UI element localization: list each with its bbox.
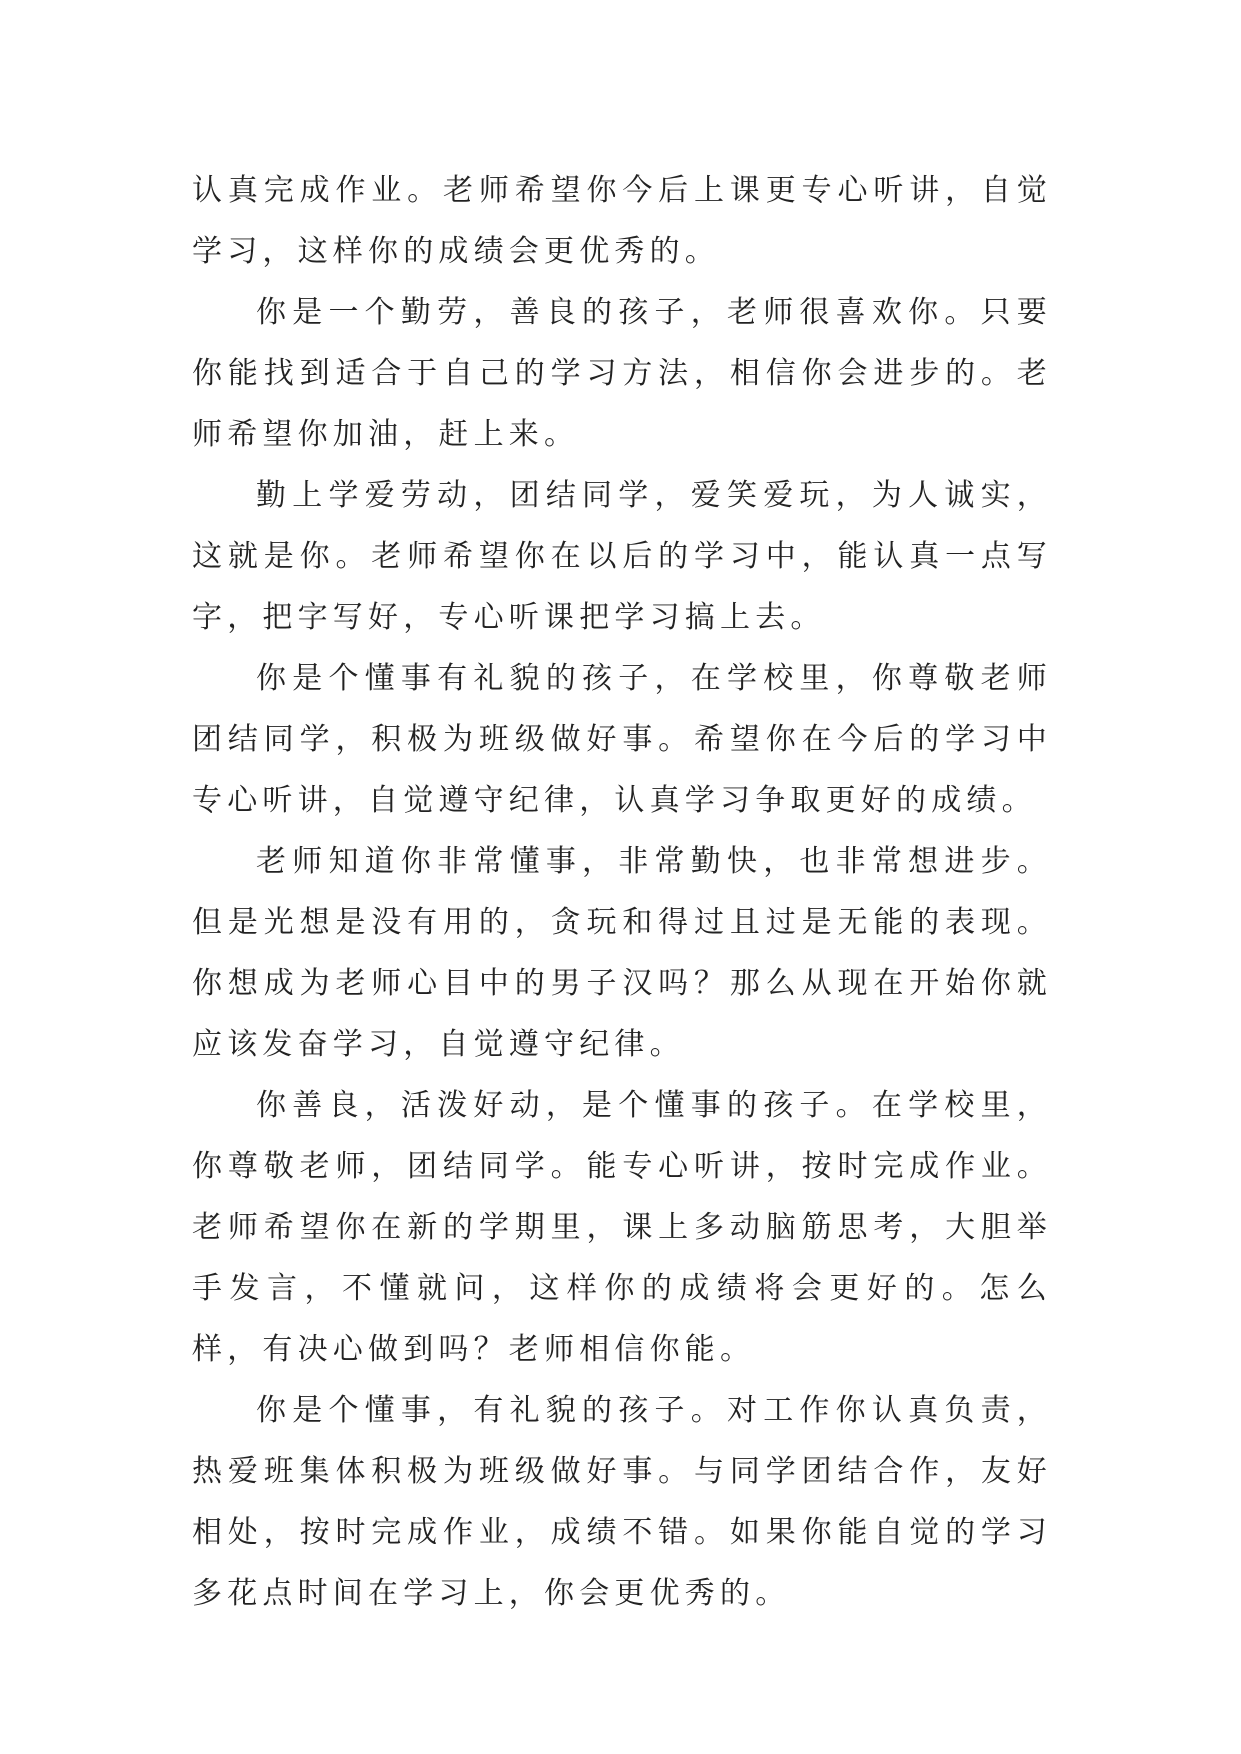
paragraph: 你是个懂事，有礼貌的孩子。对工作你认真负责，热爱班集体积极为班级做好事。与同学团结合作，友好相处，按时完成作业，成绩不错。如果你能自觉的学习多花点时间在学习上，你会更优秀的。 — [192, 1393, 1052, 1611]
document-body — [192, 160, 1052, 1624]
paragraph: 老师知道你非常懂事，非常勤快，也非常想进步。但是光想是没有用的，贪玩和得过且过是无能的表现。你想成为老师心目中的男子汉吗？那么从现在开始你就应该发奋学习，自觉遵守纪律。 — [192, 844, 1052, 1062]
paragraph: 你善良，活泼好动，是个懂事的孩子。在学校里，你尊敬老师，团结同学。能专心听讲，按时完成作业。老师希望你在新的学期里，课上多动脑筋思考，大胆举手发言，不懂就问，这样你的成绩将会更好的。怎么样，有决心做到吗？老师相信你能。 — [192, 1088, 1052, 1367]
paragraph-continued: 认真完成作业。老师希望你今后上课更专心听讲，自觉学习，这样你的成绩会更优秀的。 — [192, 173, 1052, 269]
paragraph: 你是个懂事有礼貌的孩子，在学校里，你尊敬老师团结同学，积极为班级做好事。希望你在今后的学习中专心听讲，自觉遵守纪律，认真学习争取更好的成绩。 — [192, 661, 1052, 818]
paragraph: 勤上学爱劳动，团结同学，爱笑爱玩，为人诚实，这就是你。老师希望你在以后的学习中，能认真一点写字，把字写好，专心听课把学习搞上去。 — [192, 478, 1052, 635]
paragraph: 你是一个勤劳，善良的孩子，老师很喜欢你。只要你能找到适合于自己的学习方法，相信你会进步的。老师希望你加油，赶上来。 — [192, 295, 1052, 452]
